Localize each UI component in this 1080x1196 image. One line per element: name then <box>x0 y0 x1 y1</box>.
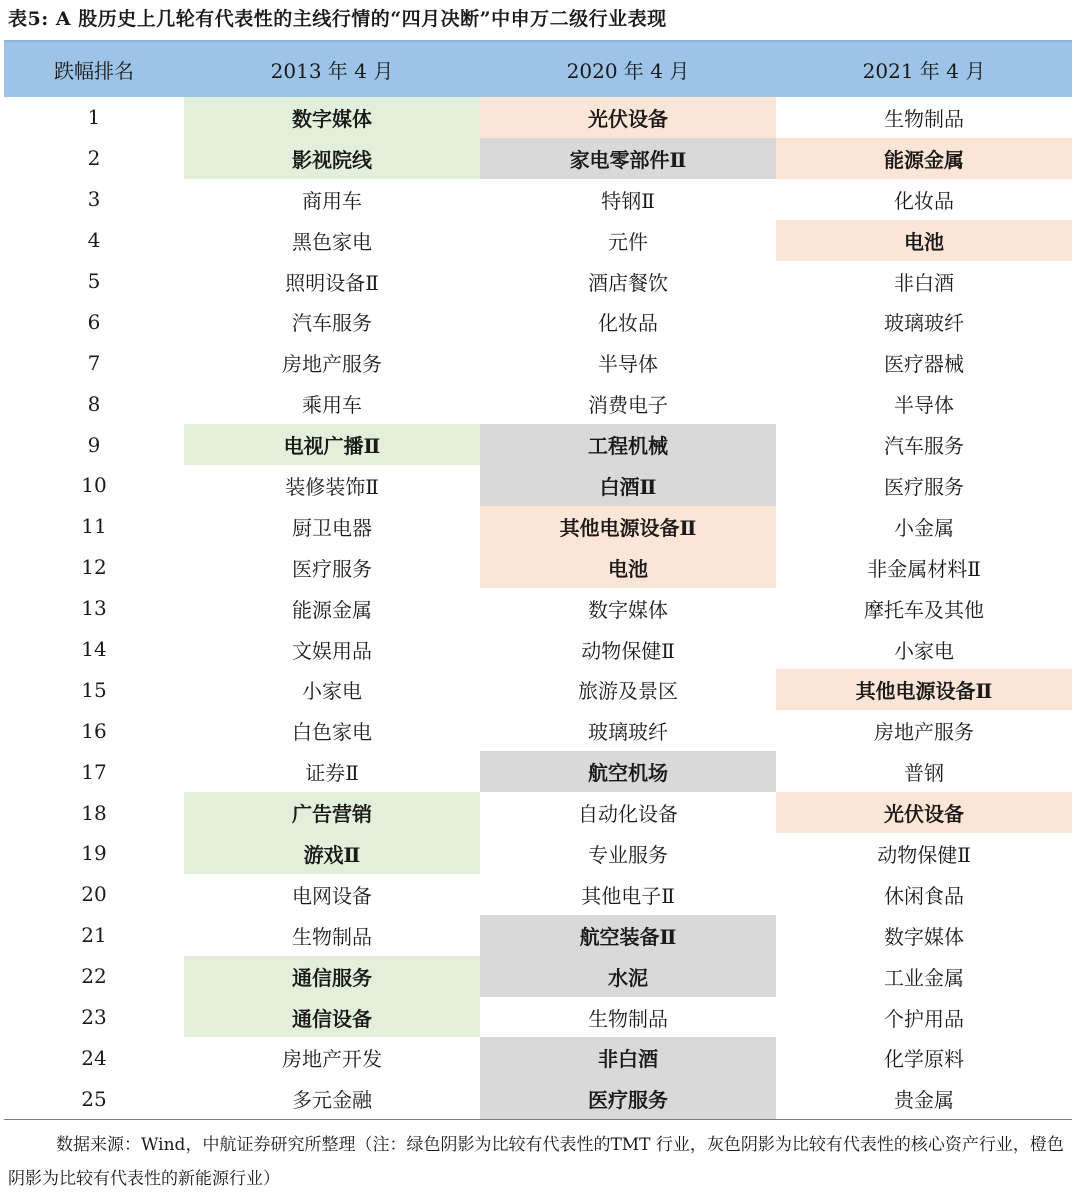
industry-cell-2013: 文娱用品 <box>292 638 372 663</box>
industry-cell-2020: 家电零部件Ⅱ <box>480 138 776 179</box>
rank-cell: 18 <box>81 800 107 825</box>
industry-cell-2013: 数字媒体 <box>184 97 480 138</box>
industry-cell-2021: 光伏设备 <box>776 792 1072 833</box>
rank-cell: 3 <box>87 187 101 212</box>
table-row <box>4 710 1072 751</box>
industry-cell-2021: 玻璃玻纤 <box>884 311 964 336</box>
industry-cell-2013: 照明设备Ⅱ <box>285 270 379 295</box>
industry-cell-2013: 房地产服务 <box>282 352 382 377</box>
industry-cell-2013: 医疗服务 <box>292 556 372 581</box>
industry-cell-2013: 通信设备 <box>184 997 480 1038</box>
industry-cell-2021: 其他电源设备Ⅱ <box>776 669 1072 710</box>
industry-cell-2020: 水泥 <box>480 956 776 997</box>
table-row <box>4 342 1072 383</box>
industry-cell-2013: 生物制品 <box>292 924 372 949</box>
table-row <box>4 669 1072 710</box>
industry-cell-2013: 厨卫电器 <box>292 515 372 540</box>
table-row <box>4 383 1072 424</box>
rank-cell: 6 <box>87 309 101 334</box>
industry-cell-2020: 酒店餐饮 <box>588 270 668 295</box>
table-bottom-rule <box>4 1119 1072 1120</box>
rank-cell: 24 <box>81 1045 107 1070</box>
table-row <box>4 1037 1072 1078</box>
industry-cell-2020: 非白酒 <box>480 1037 776 1078</box>
rank-cell: 17 <box>81 759 107 784</box>
rank-cell: 11 <box>81 514 107 539</box>
table-row <box>4 97 1072 138</box>
table-row <box>4 997 1072 1038</box>
rank-cell: 7 <box>87 350 101 375</box>
header-2020: 2020 年 4 月 <box>480 41 776 97</box>
table-row <box>4 1078 1072 1119</box>
industry-cell-2020: 白酒Ⅱ <box>480 465 776 506</box>
industry-cell-2020: 特钢Ⅱ <box>601 188 655 213</box>
industry-cell-2020: 动物保健Ⅱ <box>581 638 675 663</box>
industry-cell-2020: 半导体 <box>598 352 658 377</box>
industry-cell-2020: 消费电子 <box>588 393 668 418</box>
industry-cell-2021: 非金属材料Ⅱ <box>867 556 981 581</box>
industry-cell-2013: 乘用车 <box>302 393 362 418</box>
industry-cell-2020: 其他电源设备Ⅱ <box>480 506 776 547</box>
industry-cell-2020: 工程机械 <box>480 424 776 465</box>
rank-cell: 25 <box>81 1086 107 1111</box>
table-row <box>4 629 1072 670</box>
industry-cell-2021: 贵金属 <box>894 1088 954 1113</box>
rank-cell: 8 <box>87 391 101 416</box>
industry-cell-2021: 生物制品 <box>884 106 964 131</box>
table-row <box>4 588 1072 629</box>
industry-cell-2021: 非白酒 <box>894 270 954 295</box>
table-title: 表5: A 股历史上几轮有代表性的主线行情的“四月决断”中申万二级行业表现 <box>8 8 667 30</box>
industry-cell-2021: 小金属 <box>894 515 954 540</box>
industry-cell-2020: 元件 <box>608 229 648 254</box>
industry-cell-2013: 电网设备 <box>292 883 372 908</box>
rank-cell: 14 <box>81 637 107 662</box>
industry-cell-2021: 半导体 <box>894 393 954 418</box>
source-note: 数据来源：Wind，中航证券研究所整理（注：绿色阴影为比较有代表性的TMT 行业，灰色阴影为比较有代表性的核心资产行业，橙色阴影为比较有代表性的新能源行业） <box>8 1135 1064 1189</box>
industry-cell-2021: 休闲食品 <box>884 883 964 908</box>
industry-cell-2013: 商用车 <box>302 188 362 213</box>
rank-cell: 13 <box>81 596 107 621</box>
industry-cell-2020: 航空装备Ⅱ <box>480 915 776 956</box>
industry-cell-2020: 化妆品 <box>598 311 658 336</box>
rank-cell: 19 <box>81 841 107 866</box>
industry-cell-2020: 电池 <box>480 547 776 588</box>
industry-cell-2020: 医疗服务 <box>480 1078 776 1119</box>
rank-cell: 23 <box>81 1005 107 1030</box>
rank-cell: 16 <box>81 718 107 743</box>
table-row <box>4 792 1072 833</box>
industry-cell-2021: 小家电 <box>894 638 954 663</box>
industry-cell-2021: 化学原料 <box>884 1047 964 1072</box>
rank-cell: 15 <box>81 677 107 702</box>
header-rank: 跌幅排名 <box>4 41 184 97</box>
industry-cell-2013: 广告营销 <box>184 792 480 833</box>
table-row <box>4 506 1072 547</box>
table-row <box>4 547 1072 588</box>
industry-cell-2021: 个护用品 <box>884 1006 964 1031</box>
industry-cell-2020: 数字媒体 <box>588 597 668 622</box>
industry-cell-2013: 电视广播Ⅱ <box>184 424 480 465</box>
table-row <box>4 956 1072 997</box>
table-header-row <box>4 41 1072 97</box>
rank-cell: 5 <box>87 269 101 293</box>
header-2021: 2021 年 4 月 <box>776 41 1072 97</box>
industry-cell-2020: 光伏设备 <box>480 97 776 138</box>
table-row <box>4 220 1072 261</box>
rank-cell: 21 <box>81 923 107 948</box>
industry-cell-2020: 其他电子Ⅱ <box>581 883 675 908</box>
table-row <box>4 751 1072 792</box>
table-row <box>4 424 1072 465</box>
industry-cell-2020: 航空机场 <box>480 751 776 792</box>
rank-cell: 4 <box>87 228 101 253</box>
industry-cell-2020: 生物制品 <box>588 1006 668 1031</box>
industry-cell-2013: 房地产开发 <box>282 1047 382 1072</box>
industry-cell-2020: 自动化设备 <box>578 802 678 827</box>
industry-cell-2013: 影视院线 <box>184 138 480 179</box>
industry-cell-2021: 化妆品 <box>894 188 954 213</box>
industry-cell-2021: 能源金属 <box>776 138 1072 179</box>
table-row <box>4 138 1072 179</box>
ranking-table-container <box>4 40 1072 1120</box>
rank-cell: 22 <box>81 964 107 989</box>
industry-cell-2013: 小家电 <box>302 679 362 704</box>
table-row <box>4 833 1072 874</box>
industry-cell-2020: 玻璃玻纤 <box>588 720 668 745</box>
table-row <box>4 915 1072 956</box>
rank-cell: 12 <box>81 555 107 580</box>
industry-cell-2021: 数字媒体 <box>884 924 964 949</box>
industry-cell-2013: 汽车服务 <box>292 311 372 336</box>
industry-cell-2013: 通信服务 <box>184 956 480 997</box>
industry-cell-2021: 工业金属 <box>884 965 964 990</box>
table-row <box>4 874 1072 915</box>
industry-cell-2013: 装修装饰Ⅱ <box>285 474 379 499</box>
industry-cell-2021: 摩托车及其他 <box>864 597 984 622</box>
industry-cell-2020: 旅游及景区 <box>578 679 678 704</box>
industry-cell-2013: 多元金融 <box>292 1088 372 1113</box>
industry-cell-2013: 黑色家电 <box>292 229 372 254</box>
ranking-table <box>4 40 1072 1119</box>
industry-cell-2021: 电池 <box>776 220 1072 261</box>
industry-cell-2021: 房地产服务 <box>874 720 974 745</box>
industry-cell-2013: 证券Ⅱ <box>305 761 359 786</box>
industry-cell-2021: 动物保健Ⅱ <box>877 842 971 867</box>
industry-cell-2013: 游戏Ⅱ <box>184 833 480 874</box>
industry-cell-2020: 专业服务 <box>588 842 668 867</box>
table-row <box>4 261 1072 302</box>
industry-cell-2021: 医疗器械 <box>884 352 964 377</box>
industry-cell-2021: 医疗服务 <box>884 474 964 499</box>
table-row <box>4 465 1072 506</box>
rank-cell: 1 <box>87 105 101 130</box>
rank-cell: 10 <box>81 473 107 498</box>
industry-cell-2013: 白色家电 <box>292 720 372 745</box>
table-row <box>4 301 1072 342</box>
industry-cell-2021: 普钢 <box>904 761 944 786</box>
industry-cell-2013: 能源金属 <box>292 597 372 622</box>
header-2013: 2013 年 4 月 <box>184 41 480 97</box>
rank-cell: 2 <box>87 146 101 171</box>
rank-cell: 20 <box>81 882 107 907</box>
industry-cell-2021: 汽车服务 <box>884 434 964 459</box>
table-row <box>4 179 1072 220</box>
rank-cell: 9 <box>87 432 101 457</box>
